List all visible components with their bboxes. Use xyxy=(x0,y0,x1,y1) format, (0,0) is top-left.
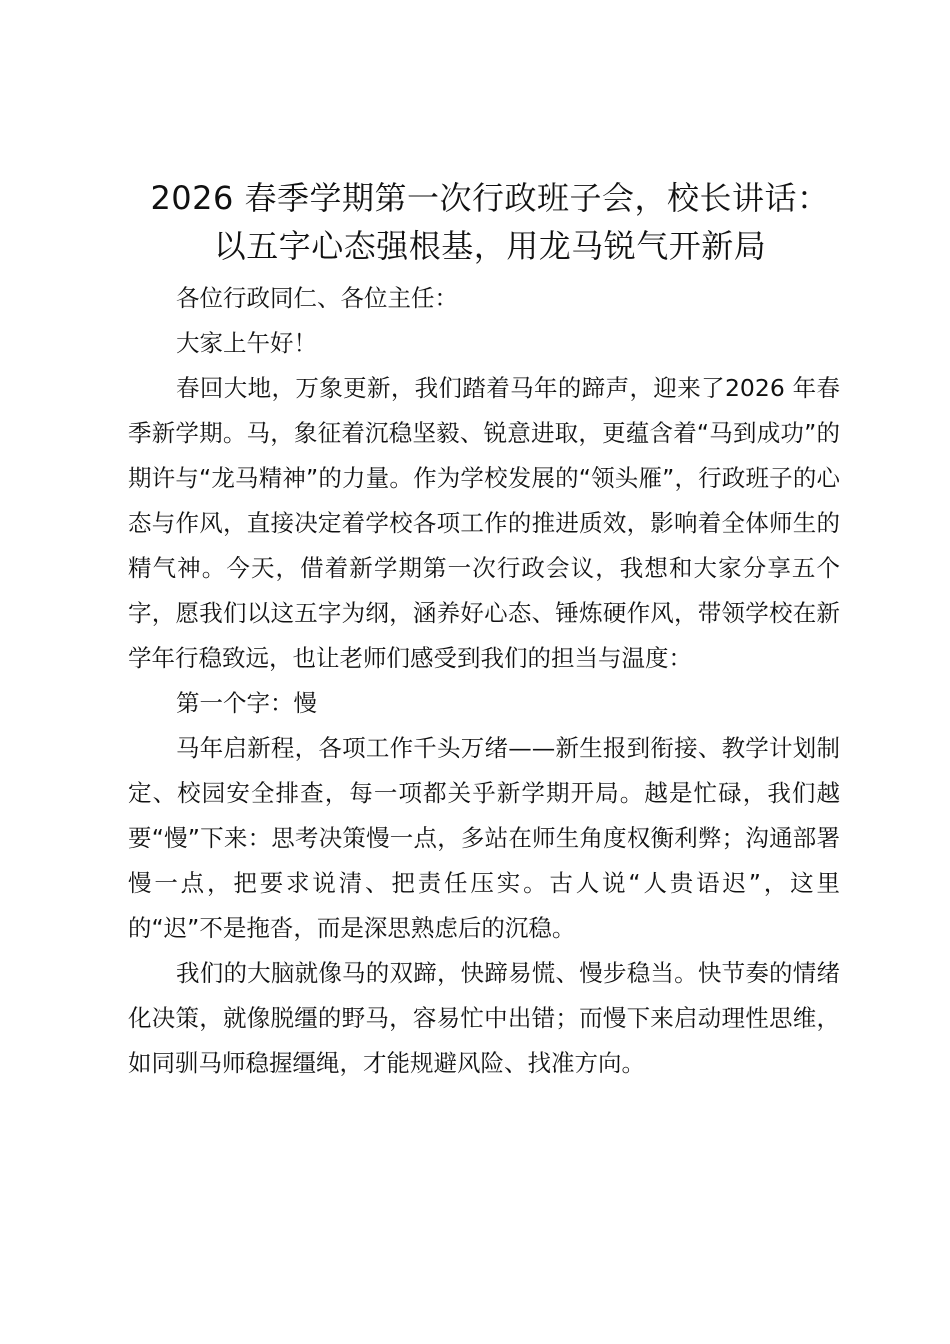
body-paragraph: 春回大地，万象更新，我们踏着马年的蹄声，迎来了2026 年春季新学期。马，象征着沉稳坚毅、锐意进取，更蕴含着“马到成功”的期许与“龙马精神”的力量。作为学校发展的“领头雁”，行政班子的心态与作风，直接决定着学校各项工作的推进质效，影响着全体师生的精气神。今天，借着新学期第一次行政会议，我想和大家分享五个字，愿我们以这五字为纲，涵养好心态、锤炼硬作风，带领学校在新学年行稳致远，也让老师们感受到我们的担当与温度： xyxy=(128,374,840,672)
document-title-line-1: 2026 春季学期第一次行政班子会，校长讲话： xyxy=(150,179,830,217)
body-paragraph: 马年启新程，各项工作千头万绪——新生报到衔接、教学计划制定、校园安全排查，每一项都关乎新学期开局。越是忙碌，我们越要“慢”下来：思考决策慢一点，多站在师生角度权衡利弊；沟通部署慢一点，把要求说清、把责任压实。古人说“人贵语迟”，这里的“迟”不是拖沓，而是深思熟虑后的沉稳。 xyxy=(128,734,840,942)
section-heading: 第一个字：慢 xyxy=(176,689,317,717)
greeting: 大家上午好！ xyxy=(176,329,317,357)
salutation: 各位行政同仁、各位主任： xyxy=(176,284,458,312)
document-title-line-2: 以五字心态强根基，用龙马锐气开新局 xyxy=(213,227,767,265)
body-paragraph: 我们的大脑就像马的双蹄，快蹄易慌、慢步稳当。快节奏的情绪化决策，就像脱缰的野马，容易忙中出错；而慢下来启动理性思维，如同驯马师稳握缰绳，才能规避风险、找准方向。 xyxy=(128,959,840,1077)
document-body xyxy=(128,276,840,1086)
